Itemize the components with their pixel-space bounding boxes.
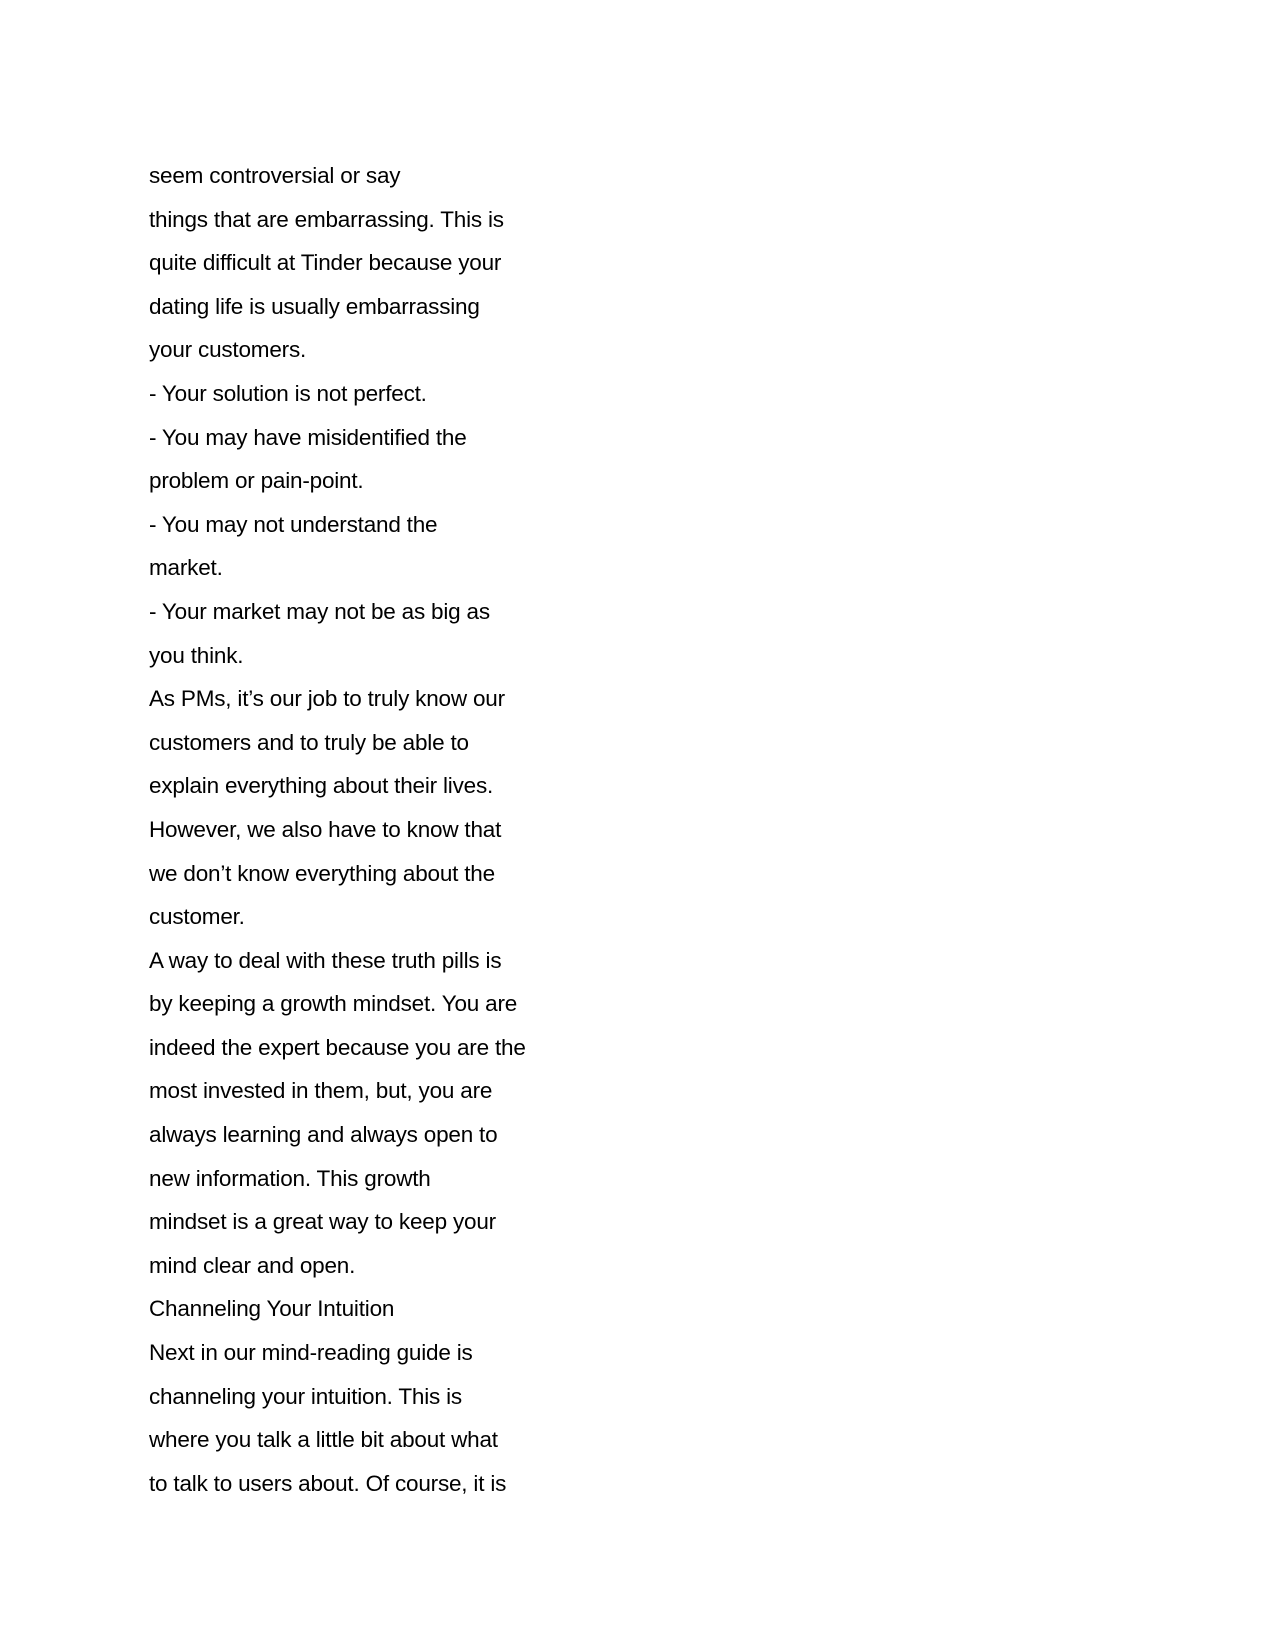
list-item: - Your market may not be as big as [149, 598, 490, 624]
text-line: market. [149, 555, 223, 581]
text-line: explain everything about their lives. [149, 773, 494, 799]
text-line: As PMs, it’s our job to truly know our [149, 686, 505, 712]
text-line: quite difficult at Tinder because your [149, 250, 502, 276]
body-text [149, 154, 669, 1505]
text-line: where you talk a little bit about what [149, 1427, 498, 1453]
list-item: - Your solution is not perfect. [149, 380, 427, 406]
text-line: most invested in them, but, you are [149, 1078, 493, 1104]
text-line: by keeping a growth mindset. You are [149, 991, 518, 1017]
text-line: problem or pain-point. [149, 468, 364, 494]
list-item: - You may have misidentified the [149, 424, 467, 450]
text-line: indeed the expert because you are the [149, 1034, 526, 1060]
text-line: things that are embarrassing. This is [149, 206, 504, 232]
section-heading: Channeling Your Intuition [149, 1296, 395, 1322]
text-line: Next in our mind-reading guide is [149, 1340, 473, 1366]
text-line: mindset is a great way to keep your [149, 1209, 496, 1235]
text-line: customers and to truly be able to [149, 729, 469, 755]
text-line: customer. [149, 904, 245, 930]
text-line: However, we also have to know that [149, 816, 502, 842]
text-line: new information. This growth [149, 1165, 431, 1191]
text-line: mind clear and open. [149, 1252, 356, 1278]
text-line: we don’t know everything about the [149, 860, 495, 886]
text-line: your customers. [149, 337, 307, 363]
text-line: dating life is usually embarrassing [149, 293, 480, 319]
text-line: A way to deal with these truth pills is [149, 947, 502, 973]
text-line: always learning and always open to [149, 1122, 498, 1148]
text-line: channeling your intuition. This is [149, 1383, 462, 1409]
text-line: you think. [149, 642, 244, 668]
text-line: seem controversial or say [149, 163, 401, 188]
list-item: - You may not understand the [149, 511, 438, 537]
text-line: to talk to users about. Of course, it is [149, 1470, 507, 1496]
